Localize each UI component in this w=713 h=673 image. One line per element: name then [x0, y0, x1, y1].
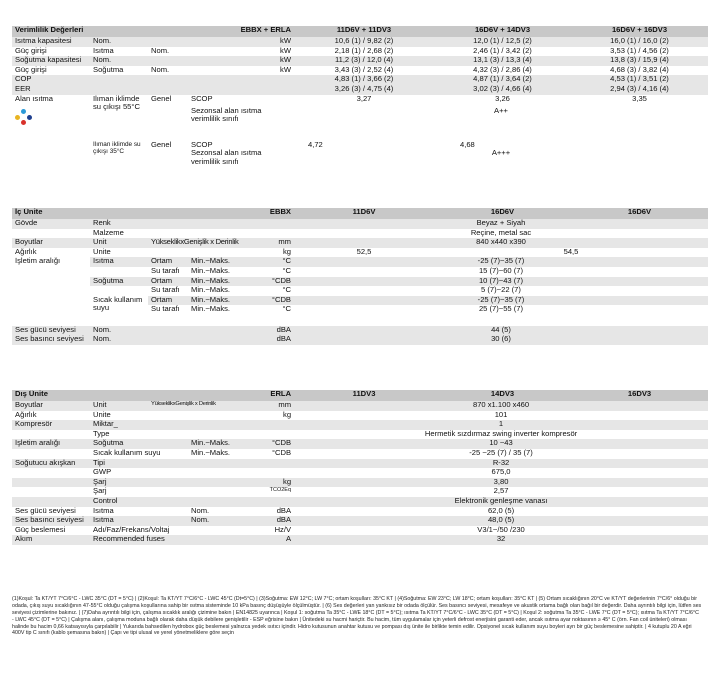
table-row: Güç beslemesi Adı/Faz/Frekans/Voltaj Hz/V V3/1~/50 /230 — [15, 525, 525, 534]
table-row: Soğutma Ortam Min.~Maks. °CDB 10 (7)~43 (7) — [12, 277, 708, 287]
table-row: Ses gücü seviyesi Nom. dBA 44 (5) — [12, 326, 708, 336]
table-row: Sıcak kullanım suyu Ortam Min.~Maks. °CDB -25 (7)~35 (7) — [12, 296, 708, 306]
table-row: Su tarafı Min.~Maks. °C 5 (7)~22 (7) — [151, 286, 521, 295]
table-row: Ses basıncı seviyesi Isıtma Nom. dBA 48,0 (5) — [12, 516, 708, 526]
table-row: Gövde Renk Beyaz + Siyah — [12, 219, 708, 229]
table-row: Ilıman iklimde su çıkışı 35°C Genel SCOP 4,72 4,68 — [93, 140, 475, 155]
outdoor-unit-table — [12, 390, 708, 545]
table-row: Alan ısıtma Ilıman iklimde su çıkışı 55°C Genel SCOP 3,27 3,26 3,35 — [12, 95, 708, 107]
table-row: Boyutlar Unit YükseklikxGenişlik x Derinlik mm 870 x1.100 x460 — [12, 401, 708, 411]
table-row: Sezonsal alan ısıtma verimlilik sınıfı A+++ — [191, 149, 511, 166]
table-row: Sezonsal alan ısıtma verimlilik sınıfı A++ — [191, 106, 508, 124]
table-row: Malzeme Reçine, metal sac — [93, 228, 532, 237]
table-row: Ses gücü seviyesi Isıtma Nom. dBA 62,0 (5) — [15, 506, 515, 515]
table-row: GWP 675,0 — [93, 468, 511, 477]
outdoor-header: Dış Ünite ERLA 11DV3 14DV3 16DV3 — [12, 390, 708, 401]
table-row: Akım Recommended fuses A 32 — [12, 535, 708, 545]
table-row: İşletim aralığı Soğutma Min.~Maks. °CDB 10 ~43 — [12, 439, 708, 449]
table-row: İşletim aralığı Isıtma Ortam Min.~Maks. °C -25 (7)~35 (7) — [12, 257, 708, 267]
table-row: Güç girişi Soğutma Nom. kW 3,43 (3) / 2,52 (4) 4,32 (3) / 2,86 (4) 4,68 (3) / 3,82 (4) — [15, 65, 669, 74]
table-row: Boyutlar Unit YükseklikxGenişlik x Derinlik mm 840 x440 x390 — [12, 238, 708, 248]
table-row: Ağırlık Ünite kg 52,5 54,5 — [15, 247, 579, 256]
table-row: Su tarafı Min.~Maks. °C 25 (7)~55 (7) — [151, 305, 524, 314]
efficiency-header: Verimlilik Değerleri EBBX + ERLA 11D6V + 11DV3 16D6V + 14DV3 16D6V + 16DV3 — [12, 26, 708, 37]
table-row: Soğutucu akışkan Tipi R-32 — [12, 459, 708, 469]
table-row: Ses basıncı seviyesi Nom. dBA 30 (6) — [12, 335, 708, 345]
efficiency-table — [12, 26, 708, 175]
footnotes: (1)Koşul: Ta KT/YT 7°C/6°C - LWC 35°C (DT = 5°C) | (2)Koşul: Ta KT/YT 7°C/6°C - LWC 45°C (Dt=5°C) | (3)Soğutma: EW 12°C; LW 7°C; ortam koşulları: 35°C KT | (4)Soğutma: EW 23°C; LW 18°C; ortam koşulları: 35°C KT | (5) Ortam sıcaklığının 20°C ve KT/YT değerlerinin 7°C/6° olduğu bir odada, çıkış suyu sıcaklığının 47-55°C olduğu çalışma koşullarına sahip bir ısıtma sisteminde 10 kPa basınç düşüşüyle ölçülmüştür. | (6) Ses değerleri yan yankısız bir odada ölçülür. Ses basıncı seviyesi, mesafeye ve akustik ortama bağlı olan bağıl bir değerdir. Daha ayrıntılı bilgi için, lütfen ses seviyesi çizimlerine bakınız. | (7)Daha ayrıntılı bilgi için, çalışma sıcaklık aralığı çizimine bakın | EN14825 uyarınca | Koşul 1: soğutma Ta 35°C - LWE 18°C (DT = 5°C); ısıtma Ta KT/YT 7°C/6°C - LWC 35°C (DT = 5°C) | Koşul 2: soğutma Ta 35°C - LWE 7°C (DT = 5°C); ısıtma Ta KT/YT 7°C/6°C - LWC 45°C (DT = 5°C) | Çalışma alanı, çalışma moduna bağlı olarak daha düşük debilere genişletilir - ESP eğrisine bakın | Ünitedeki su hacmi hariçtir. Bu hacim, tüm uygulamalar için yeterli defrost enerjisini garanti eder, ancak ısıtma ayar noktasının ≥ 45° C (örn. Fan coil üniteleri) olması halinde bu hacim 0,66 katsayısıyla çarpılabilir | Yukarıda bahsedilen hydrobox güç beslemesi yalnızca yedek ısıtıcı içindir. Hidro kutusunun anahtar kutusu ve pompası dış ünite ile birlikte temin edilir. Opsiyonel sıcak kullanım suyu boyleri ayrı bir güç beslemesine sahiptir. | 4 kutuplu 20 A eğri 400V tip C sınıfı (kablo şemasına bakın) | Çapı ve tipi ulusal ve yerel yönetmeliklere göre seçin — [12, 596, 702, 637]
table-row: Sıcak kullanım suyu Min.~Maks. °CDB -25 ~25 (7) / 35 (7) — [93, 448, 533, 457]
table-row: Şarj kg 3,80 — [12, 478, 708, 488]
table-row: COP 4,83 (1) / 3,66 (2) 4,87 (1) / 3,64 (2) 4,53 (1) / 3,51 (2) — [12, 75, 708, 85]
table-row: Ağırlık Ünite kg 101 — [15, 410, 508, 419]
table-row: Control Elektronik genleşme vanası — [12, 497, 708, 507]
indoor-unit-table — [12, 208, 708, 345]
table-row: Type Hermetik sızdırmaz swing inverter kompresör — [93, 429, 578, 438]
table-row: Kompresör Miktar_ 1 — [12, 420, 708, 430]
table-row: Güç girişi Isıtma Nom. kW 2,18 (1) / 2,68 (2) 2,46 (1) / 3,42 (2) 3,53 (1) / 4,56 (2) — [15, 46, 669, 55]
table-row: Isıtma kapasitesi Nom. kW 10,6 (1) / 9,82 (2) 12,0 (1) / 12,5 (2) 16,0 (1) / 16,0 (2) — [12, 37, 708, 47]
table-row: Su tarafı Min.~Maks. °C 15 (7)~60 (7) — [151, 266, 524, 275]
indoor-header: İç Ünite EBBX 11D6V 16D6V 16D6V — [12, 208, 708, 219]
table-row: Şarj TCO2Eq 2,57 — [93, 487, 509, 496]
table-row: Soğutma kapasitesi Nom. kW 11,2 (3) / 12,0 (4) 13,1 (3) / 13,3 (4) 13,8 (3) / 15,9 (4) — [12, 56, 708, 66]
climate-dots-icon — [15, 109, 33, 125]
table-row: EER 3,26 (3) / 4,75 (4) 3,02 (3) / 4,66 (4) 2,94 (3) / 4,16 (4) — [12, 85, 708, 95]
